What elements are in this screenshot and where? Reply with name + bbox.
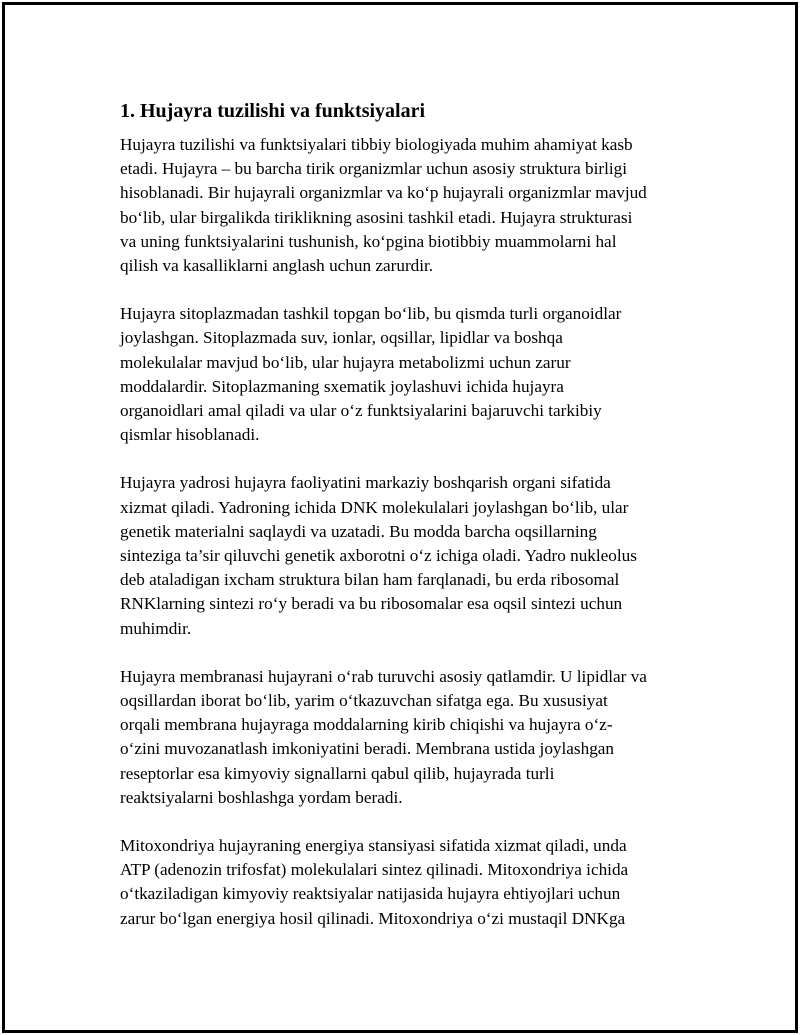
text-line: Hujayra membranasi hujayrani o‘rab turuvchi asosiy qatlamdir. U lipidlar va <box>120 666 647 686</box>
text-line: sinteziga ta’sir qiluvchi genetik axborotni o‘z ichiga oladi. Yadro nukleolus <box>120 546 637 566</box>
text-line: ATP (adenozin trifosfat) molekulalari sintez qilinadi. Mitoxondriya ichida <box>120 860 629 880</box>
text-line: Hujayra yadrosi hujayra faoliyatini markaziy boshqarish organi sifatida <box>120 473 611 493</box>
paragraph-1 <box>120 133 698 278</box>
text-line: RNKlarning sintezi ro‘y beradi va bu ribosomalar esa oqsil sintezi uchun <box>120 594 623 614</box>
text-line: qilish va kasalliklarni anglash uchun zarurdir. <box>120 256 434 276</box>
text-line: joylashgan. Sitoplazmada suv, ionlar, oqsillar, lipidlar va boshqa <box>120 328 563 348</box>
text-line: xizmat qiladi. Yadroning ichida DNK molekulalari joylashgan bo‘lib, ular <box>120 497 629 517</box>
document-body <box>120 97 698 955</box>
page-frame <box>2 2 798 1033</box>
paragraph-4 <box>120 665 698 810</box>
text-line: bo‘lib, ular birgalikda tiriklikning asosini tashkil etadi. Hujayra strukturasi <box>120 207 633 227</box>
text-line: molekulalar mavjud bo‘lib, ular hujayra metabolizmi uchun zarur <box>120 352 571 372</box>
text-line: organoidlari amal qiladi va ular o‘z funktsiyalarini bajaruvchi tarkibiy <box>120 401 602 421</box>
text-line: zarur bo‘lgan energiya hosil qilinadi. Mitoxondriya o‘zi mustaqil DNKga <box>120 908 626 928</box>
text-line: Hujayra tuzilishi va funktsiyalari tibbiy biologiyada muhim ahamiyat kasb <box>120 135 633 154</box>
text-line: Mitoxondriya hujayraning energiya stansiyasi sifatida xizmat qiladi, unda <box>120 836 627 856</box>
text-line: deb ataladigan ixcham struktura bilan ham farqlanadi, bu erda ribosomal <box>120 570 620 590</box>
paragraph-5 <box>120 834 698 931</box>
paragraph-2 <box>120 302 698 447</box>
text-line: muhimdir. <box>120 618 192 638</box>
text-line: orqali membrana hujayraga moddalarning kirib chiqishi va hujayra o‘z- <box>120 715 613 735</box>
text-line: Hujayra sitoplazmadan tashkil topgan bo‘lib, bu qismda turli organoidlar <box>120 304 622 324</box>
section-heading: 1. Hujayra tuzilishi va funktsiyalari <box>120 100 426 122</box>
text-line: qismlar hisoblanadi. <box>120 425 260 445</box>
text-line: oqsillardan iborat bo‘lib, yarim o‘tkazuvchan sifatga ega. Bu xususiyat <box>120 691 608 711</box>
paragraph-3 <box>120 471 698 640</box>
text-line: etadi. Hujayra – bu barcha tirik organizmlar uchun asosiy struktura birligi <box>120 159 628 179</box>
text-line: o‘tkaziladigan kimyoviy reaktsiyalar natijasida hujayra ehtiyojlari uchun <box>120 884 621 904</box>
text-line: moddalardir. Sitoplazmaning sxematik joylashuvi ichida hujayra <box>120 376 564 396</box>
text-line: va uning funktsiyalarini tushunish, ko‘pgina biotibbiy muammolarni hal <box>120 231 617 251</box>
text-line: hisoblanadi. Bir hujayrali organizmlar va ko‘p hujayrali organizmlar mavjud <box>120 183 647 203</box>
text-line: genetik materialni saqlaydi va uzatadi. Bu modda barcha oqsillarning <box>120 521 597 541</box>
text-line: o‘zini muvozanatlash imkoniyatini beradi. Membrana ustida joylashgan <box>120 739 615 759</box>
text-line: reaktsiyalarni boshlashga yordam beradi. <box>120 787 403 807</box>
text-line: reseptorlar esa kimyoviy signallarni qabul qilib, hujayrada turli <box>120 763 555 783</box>
